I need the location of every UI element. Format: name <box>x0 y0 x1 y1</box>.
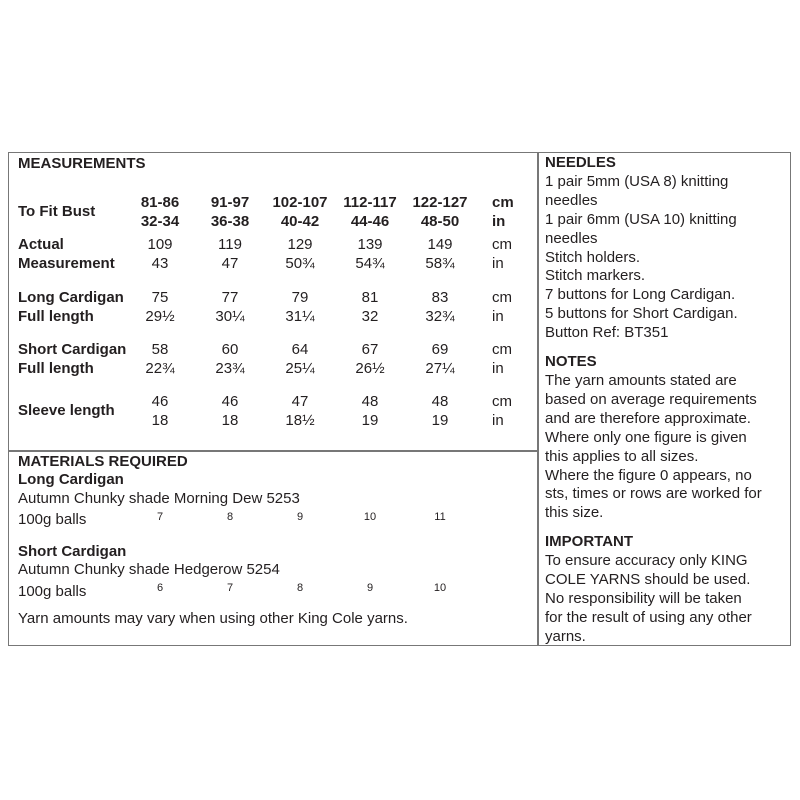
in-value: 58¾ <box>425 255 455 272</box>
ball-count: 9 <box>366 582 374 594</box>
unit-in: in <box>492 255 504 272</box>
unit-in: in <box>492 360 504 377</box>
needles-line: Stitch markers. <box>545 267 646 285</box>
ball-count: 6 <box>156 582 164 594</box>
notes-line: and are therefore approximate. <box>545 409 751 427</box>
ball-count: 11 <box>434 511 446 523</box>
row-label: Long Cardigan <box>18 289 124 306</box>
yarn-note: Yarn amounts may vary when using other King Cole yarns. <box>18 610 408 627</box>
in-value: 22¾ <box>145 360 175 377</box>
cm-value: 129 <box>287 236 313 253</box>
short-balls-label: 100g balls <box>18 583 87 600</box>
row-label: Measurement <box>18 255 115 272</box>
cm-value: 81-86 <box>140 194 180 211</box>
unit-cm: cm <box>492 236 512 253</box>
cm-value: 48 <box>431 393 449 410</box>
cm-value: 149 <box>427 236 453 253</box>
row-label: Full length <box>18 360 94 377</box>
cm-value: 139 <box>357 236 383 253</box>
cm-value: 60 <box>221 341 239 358</box>
in-value: 23¾ <box>215 360 245 377</box>
cm-value: 83 <box>431 289 449 306</box>
short-cardigan-yarn: Autumn Chunky shade Hedgerow 5254 <box>18 561 280 578</box>
needles-line: Stitch holders. <box>545 248 641 266</box>
cm-value: 46 <box>151 393 169 410</box>
cm-value: 75 <box>151 289 169 306</box>
short-cardigan-title: Short Cardigan <box>18 543 127 560</box>
row-label: Actual <box>18 236 64 253</box>
in-value: 25¼ <box>285 360 315 377</box>
needles-line: needles <box>545 191 598 209</box>
important-line: To ensure accuracy only KING <box>545 552 748 570</box>
needles-line: needles <box>545 229 598 247</box>
materials-title: MATERIALS REQUIRED <box>18 453 188 470</box>
notes-title: NOTES <box>545 353 597 371</box>
unit-cm: cm <box>492 289 512 306</box>
in-value: 48-50 <box>420 213 460 230</box>
needles-list <box>545 173 790 343</box>
right-column <box>545 154 790 647</box>
important-list <box>545 552 790 647</box>
row-label: Full length <box>18 308 94 325</box>
in-value: 54¾ <box>355 255 385 272</box>
in-value: 32¾ <box>425 308 455 325</box>
cm-value: 64 <box>291 341 309 358</box>
in-value: 43 <box>151 255 169 272</box>
notes-line: sts, times or rows are worked for <box>545 485 762 503</box>
important-line: COLE YARNS should be used. <box>545 571 751 589</box>
in-value: 32-34 <box>140 213 180 230</box>
in-value: 50¾ <box>285 255 315 272</box>
column-divider <box>537 152 539 646</box>
unit-cm: cm <box>492 341 512 358</box>
important-line: No responsibility will be taken <box>545 589 742 607</box>
needles-title: NEEDLES <box>545 154 616 171</box>
notes-line: based on average requirements <box>545 390 757 408</box>
unit-in: in <box>492 412 504 429</box>
long-cardigan-yarn: Autumn Chunky shade Morning Dew 5253 <box>18 490 300 507</box>
notes-list <box>545 372 790 523</box>
cm-value: 77 <box>221 289 239 306</box>
needles-line: 7 buttons for Long Cardigan. <box>545 286 736 304</box>
cm-value: 46 <box>221 393 239 410</box>
important-line: yarns. <box>545 627 586 645</box>
cm-value: 81 <box>361 289 379 306</box>
measurements-title: MEASUREMENTS <box>18 155 146 172</box>
notes-line: Where only one figure is given <box>545 428 747 446</box>
in-value: 29½ <box>145 308 175 325</box>
long-balls-label: 100g balls <box>18 511 87 528</box>
needles-line: Button Ref: BT351 <box>545 324 669 342</box>
cm-value: 109 <box>147 236 173 253</box>
ball-count: 10 <box>363 511 377 523</box>
long-cardigan-title: Long Cardigan <box>18 471 124 488</box>
ball-count: 7 <box>226 582 234 594</box>
in-value: 32 <box>361 308 379 325</box>
needles-line: 1 pair 6mm (USA 10) knitting <box>545 210 737 228</box>
ball-count: 7 <box>156 511 164 523</box>
cm-value: 79 <box>291 289 309 306</box>
needles-line: 1 pair 5mm (USA 8) knitting <box>545 172 729 190</box>
notes-line: this size. <box>545 504 604 522</box>
row-label: To Fit Bust <box>18 203 96 220</box>
needles-line: 5 buttons for Short Cardigan. <box>545 305 738 323</box>
in-value: 31¼ <box>285 308 315 325</box>
ball-count: 8 <box>226 511 234 523</box>
in-value: 26½ <box>355 360 385 377</box>
unit-cm: cm <box>492 194 514 211</box>
in-value: 19 <box>361 412 379 429</box>
row-label: Sleeve length <box>18 402 115 419</box>
in-value: 47 <box>221 255 239 272</box>
important-line: for the result of using any other <box>545 608 752 626</box>
ball-count: 10 <box>433 582 447 594</box>
row-label: Short Cardigan <box>18 341 127 358</box>
in-value: 44-46 <box>350 213 390 230</box>
cm-value: 69 <box>431 341 449 358</box>
in-value: 18 <box>151 412 169 429</box>
cm-value: 91-97 <box>210 194 250 211</box>
cm-value: 102-107 <box>272 194 328 211</box>
important-title: IMPORTANT <box>545 533 634 551</box>
cm-value: 67 <box>361 341 379 358</box>
unit-in: in <box>492 308 504 325</box>
unit-in: in <box>492 213 506 230</box>
in-value: 27¼ <box>425 360 455 377</box>
cm-value: 122-127 <box>412 194 468 211</box>
ball-count: 9 <box>296 511 304 523</box>
notes-line: this applies to all sizes. <box>545 447 699 465</box>
in-value: 18 <box>221 412 239 429</box>
notes-line: Where the figure 0 appears, no <box>545 466 752 484</box>
cm-value: 58 <box>151 341 169 358</box>
in-value: 40-42 <box>280 213 320 230</box>
cm-value: 47 <box>291 393 309 410</box>
in-value: 36-38 <box>210 213 250 230</box>
cm-value: 119 <box>218 236 242 253</box>
notes-line: The yarn amounts stated are <box>545 371 737 389</box>
ball-count: 8 <box>296 582 304 594</box>
in-value: 19 <box>431 412 449 429</box>
unit-cm: cm <box>492 393 512 410</box>
cm-value: 48 <box>361 393 379 410</box>
cm-value: 112-117 <box>343 194 397 211</box>
in-value: 30¼ <box>215 308 245 325</box>
in-value: 18½ <box>285 412 315 429</box>
